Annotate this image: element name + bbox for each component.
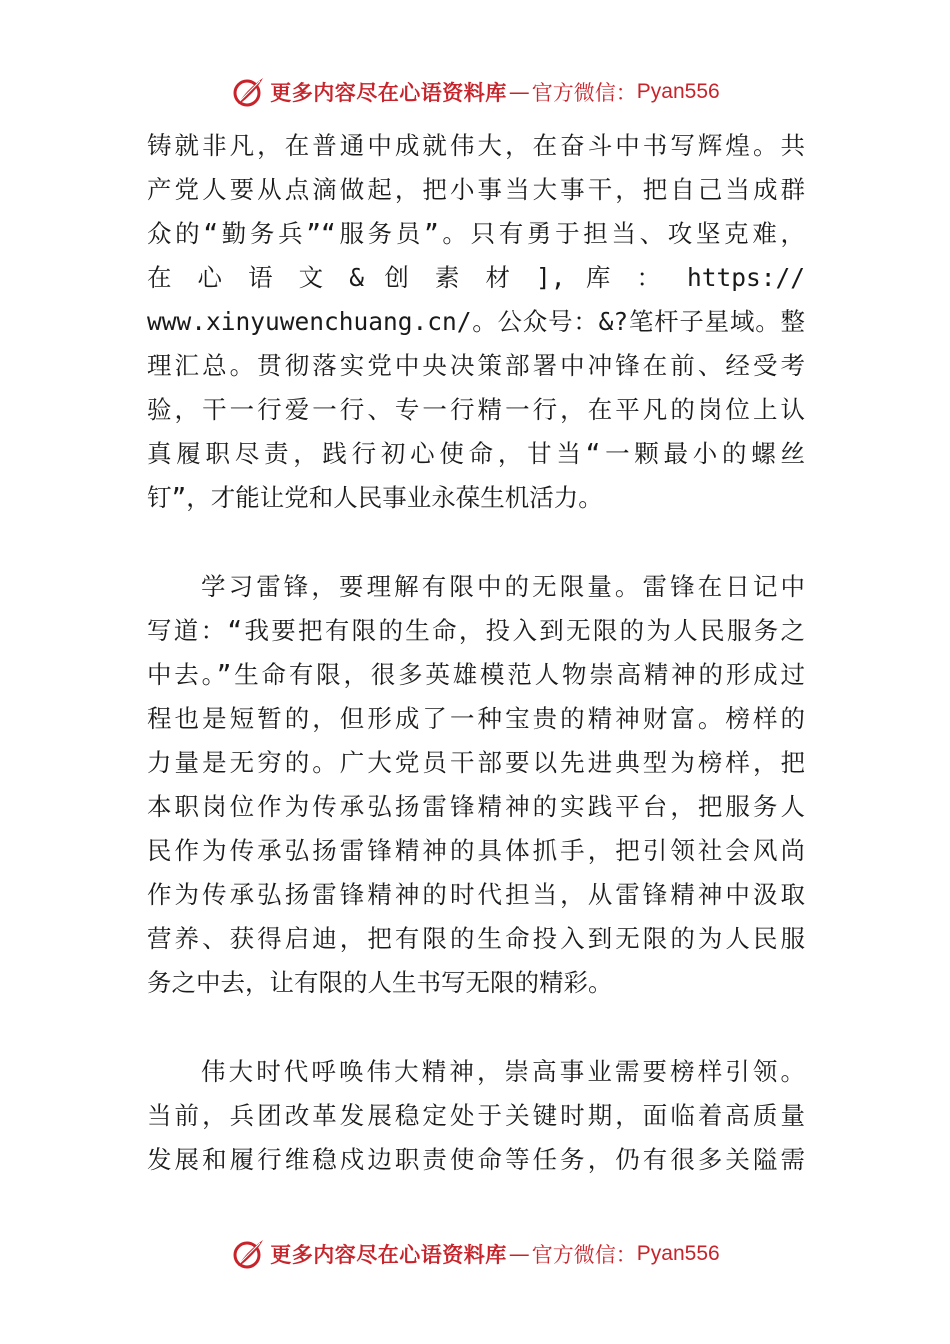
text-line: 程也是短暂的，但形成了一种宝贵的精神财富。榜样的 [147, 704, 805, 733]
text-line: www.xinyuwenchuang.cn/。公众号：&?笔杆子星域。整 [147, 307, 805, 336]
document-body [147, 124, 805, 1182]
paragraph-2 [147, 565, 805, 1005]
text-line: 作为传承弘扬雷锋精神的时代担当，从雷锋精神中汲取 [147, 880, 805, 909]
header-banner [0, 70, 950, 114]
text-line: 产党人要从点滴做起，把小事当大事干，把自己当成群 [147, 175, 805, 204]
text-line: 营养、获得启迪，把有限的生命投入到无限的为人民服 [147, 924, 805, 953]
banner-separator: — [508, 1242, 530, 1266]
text-line: 学习雷锋，要理解有限中的无限量。雷锋在日记中 [201, 572, 805, 601]
text-line: 中去。”生命有限，很多英雄模范人物崇高精神的形成过 [147, 660, 805, 689]
text-line: 在 心 语 文 & 创 素 材 ], 库 ： https:// [147, 263, 805, 292]
text-line: 发展和履行维稳戍边职责使命等任务，仍有很多关隘需 [147, 1145, 805, 1174]
text-line: 理汇总。贯彻落实党中央决策部署中冲锋在前、经受考 [147, 351, 805, 380]
text-line: 力量是无穷的。广大党员干部要以先进典型为榜样，把 [147, 748, 805, 777]
banner-site-text: 更多内容尽在心语资料库 [270, 1242, 507, 1267]
paragraph-3 [147, 1050, 805, 1182]
text-line: 钉”，才能让党和人民事业永葆生机活力。 [147, 483, 603, 512]
footer-banner [0, 1232, 950, 1276]
quill-logo-icon [230, 1236, 266, 1272]
text-line: 众的“勤务兵”“服务员”。只有勇于担当、攻坚克难， [147, 219, 805, 248]
text-line: 铸就非凡，在普通中成就伟大，在奋斗中书写辉煌。共 [147, 131, 805, 160]
paragraph-1 [147, 124, 805, 520]
banner-wechat-label: 官方微信： [531, 81, 637, 105]
text-line: 当前，兵团改革发展稳定处于关键时期，面临着高质量 [147, 1101, 805, 1130]
text-line: 真履职尽责，践行初心使命，甘当“一颗最小的螺丝 [147, 439, 805, 468]
text-line: 本职岗位作为传承弘扬雷锋精神的实践平台，把服务人 [147, 792, 805, 821]
text-line: 务之中去，让有限的人生书写无限的精彩。 [147, 968, 613, 997]
text-line: 民作为传承弘扬雷锋精神的具体抓手，把引领社会风尚 [147, 836, 805, 865]
banner-site-text: 更多内容尽在心语资料库 [270, 80, 507, 105]
banner-wechat-label: 官方微信： [531, 1243, 637, 1267]
quill-logo-icon [230, 74, 266, 110]
text-line: 伟大时代呼唤伟大精神，崇高事业需要榜样引领。 [201, 1057, 805, 1086]
text-line: 写道：“我要把有限的生命，投入到无限的为人民服务之 [147, 616, 805, 645]
banner-wechat-id: Pyan556 [636, 80, 720, 103]
paragraph-gap [147, 520, 805, 565]
banner-wechat-id: Pyan556 [636, 1242, 720, 1265]
paragraph-gap [147, 1005, 805, 1050]
text-line: 验，干一行爱一行、专一行精一行，在平凡的岗位上认 [147, 395, 805, 424]
banner-separator: — [508, 80, 530, 104]
